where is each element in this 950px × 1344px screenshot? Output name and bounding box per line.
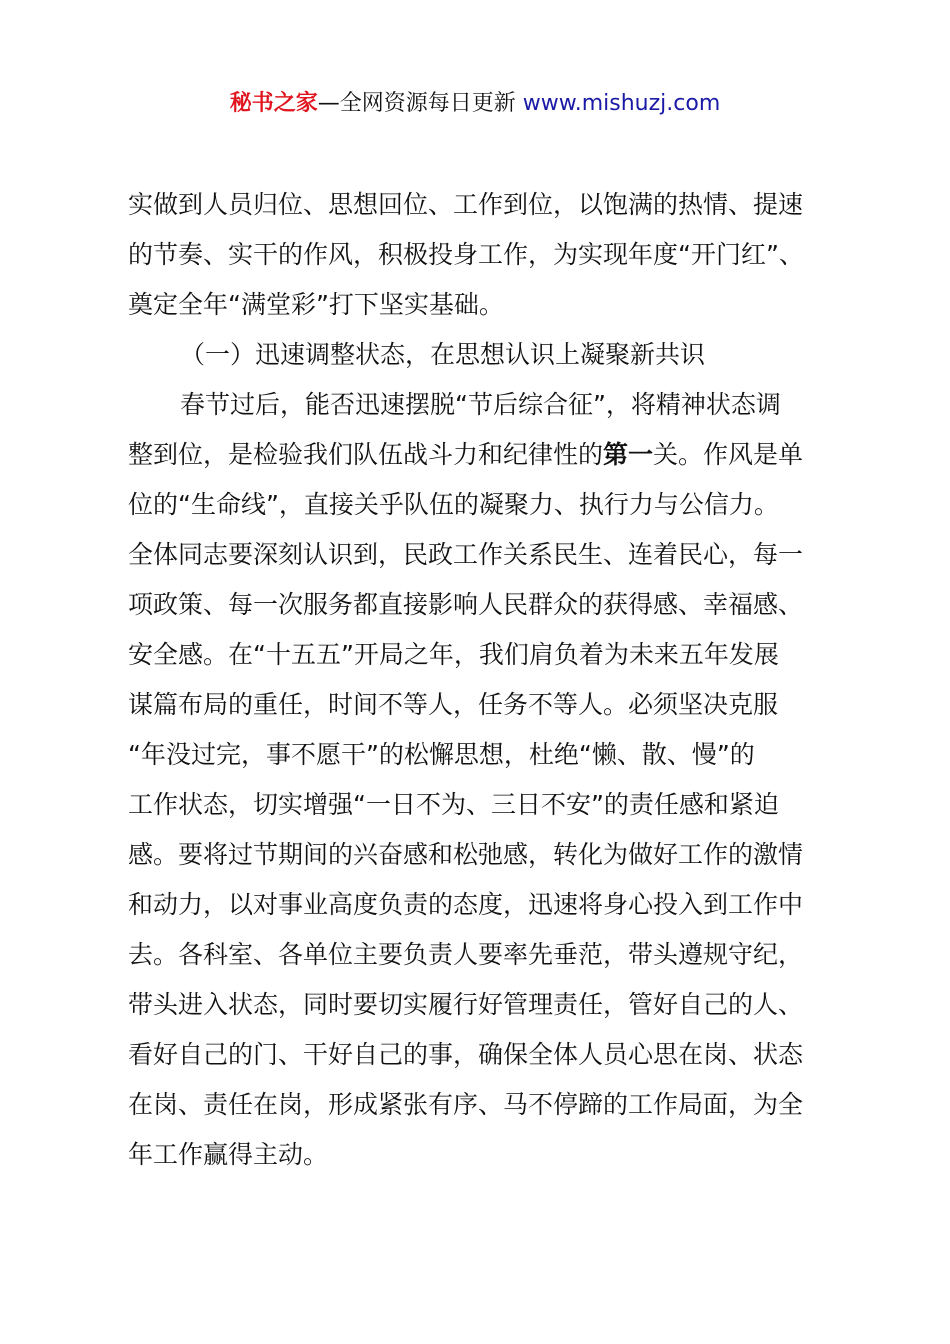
intro-paragraph <box>128 180 834 330</box>
text-line: 奠定全年“满堂彩”打下坚实基础。 <box>128 290 504 319</box>
text-line: 年工作赢得主动。 <box>128 1140 329 1169</box>
site-header <box>0 86 950 122</box>
text-line: “年没过完，事不愿干”的松懈思想，杜绝“懒、散、慢”的 <box>128 740 755 769</box>
text-line: 感。要将过节期间的兴奋感和松弛感，转化为做好工作的激情 <box>128 840 804 869</box>
text-line: 和动力，以对事业高度负责的态度，迅速将身心投入到工作中 <box>128 890 804 919</box>
section-heading: （一）迅速调整状态，在思想认识上凝聚新共识 <box>180 340 706 369</box>
text-line: 实做到人员归位、思想回位、工作到位，以饱满的热情、提速 <box>128 190 804 219</box>
text-segment: 关。作风是单 <box>653 440 804 469</box>
site-url-link[interactable]: www.mishuzj.com <box>522 91 721 116</box>
text-line: 去。各科室、各单位主要负责人要率先垂范，带头遵规守纪， <box>128 940 804 969</box>
text-line <box>128 430 834 480</box>
main-paragraph <box>128 380 834 1180</box>
text-line: 看好自己的门、干好自己的事，确保全体人员心思在岗、状态 <box>128 1040 804 1069</box>
text-line: 在岗、责任在岗，形成紧张有序、马不停蹄的工作局面，为全 <box>128 1090 804 1119</box>
text-line: 项政策、每一次服务都直接影响人民群众的获得感、幸福感、 <box>128 590 804 619</box>
text-line: 的节奏、实干的作风，积极投身工作，为实现年度“开门红”、 <box>128 240 804 269</box>
brand-name: 秘书之家 <box>229 91 318 116</box>
text-line: 位的“生命线”，直接关乎队伍的凝聚力、执行力与公信力。 <box>128 490 779 519</box>
text-line: 春节过后，能否迅速摆脱“节后综合征”，将精神状态调 <box>180 390 781 419</box>
text-line: 谋篇布局的重任，时间不等人，任务不等人。必须坚决克服 <box>128 690 779 719</box>
header-tagline: —全网资源每日更新 <box>317 91 516 116</box>
text-line: 安全感。在“十五五”开局之年，我们肩负着为未来五年发展 <box>128 640 779 669</box>
text-line: 带头进入状态，同时要切实履行好管理责任，管好自己的人、 <box>128 990 804 1019</box>
section-heading-block <box>128 330 834 380</box>
text-line: 工作状态，切实增强“一日不为、三日不安”的责任感和紧迫 <box>128 790 779 819</box>
text-segment: 整到位，是检验我们队伍战斗力和纪律性的 <box>128 440 604 469</box>
document-body <box>128 180 834 1180</box>
text-line: 全体同志要深刻认识到，民政工作关系民生、连着民心，每一 <box>128 540 804 569</box>
bold-emphasis: 第一 <box>603 440 654 469</box>
